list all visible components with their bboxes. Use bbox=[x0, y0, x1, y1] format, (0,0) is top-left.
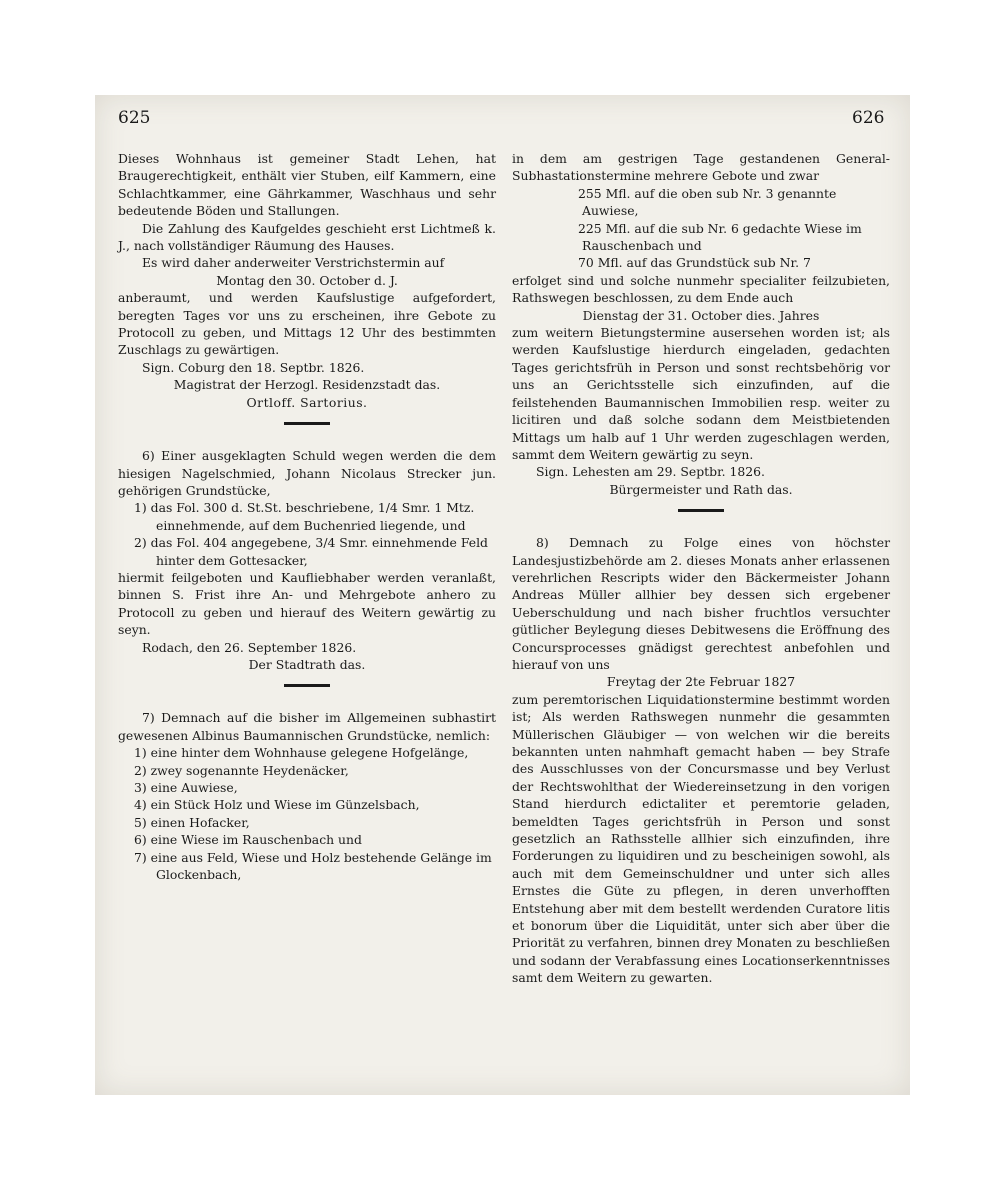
list-item: 70 Mfl. auf das Grundstück sub Nr. 7 bbox=[578, 255, 811, 271]
date-line: Montag den 30. October d. J. bbox=[216, 272, 398, 288]
paragraph-auction-call: Es wird daher anderweiter Verstrichstermin auf bbox=[142, 255, 445, 271]
section-6-body: hiermit feilgeboten und Kaufliebhaber werden veranlaßt, binnen S. Frist ihre An- und Mehrgebote anhero zu Protocoll zu geben und hierauf des Weitern gewärtig zu seyn. bbox=[118, 569, 496, 638]
list-item: 6) eine Wiese im Rauschenbach und bbox=[134, 832, 362, 848]
paragraph-resolution: erfolget sind und solche nunmehr specialiter feilzubieten, Rathswegen beschlossen, zu dem Ende auch bbox=[512, 272, 890, 306]
page-number-right: 626 bbox=[852, 108, 885, 128]
list-item: 7) eine aus Feld, Wiese und Holz bestehende Gelänge im Glockenbach, bbox=[134, 849, 492, 883]
signature-place-date: Sign. Lehesten am 29. Septbr. 1826. bbox=[536, 464, 765, 480]
section-7-intro: 7) Demnach auf die bisher im Allgemeinen subhastirt gewesenen Albinus Baumannischen Grundstücke, nemlich: bbox=[118, 710, 496, 743]
list-item: 3) eine Auwiese, bbox=[134, 780, 238, 795]
signature-place-date: Rodach, den 26. September 1826. bbox=[142, 639, 357, 655]
paragraph-subhastation: in dem am gestrigen Tage gestandenen General-Subhastationstermine mehrere Gebote und zwar bbox=[512, 151, 890, 184]
section-6-list bbox=[118, 499, 496, 569]
bids-list bbox=[512, 185, 890, 272]
list-item: 5) einen Hofacker, bbox=[134, 814, 250, 830]
issuing-authority: Magistrat der Herzogl. Residenzstadt das. bbox=[173, 377, 441, 393]
list-item: 225 Mfl. auf die sub Nr. 6 gedachte Wiese im Rauschenbach und bbox=[578, 220, 862, 254]
list-item: 4) ein Stück Holz und Wiese im Günzelsbach, bbox=[134, 797, 420, 813]
list-item: 1) eine hinter dem Wohnhause gelegene Hofgelänge, bbox=[134, 745, 469, 761]
list-item: 2) zwey sogenannte Heydenäcker, bbox=[134, 762, 349, 778]
signatory-names: Ortloff. Sartorius. bbox=[246, 394, 368, 410]
list-item: 2) das Fol. 404 angegebene, 3/4 Smr. einnehmende Feld hinter dem Gottesacker, bbox=[134, 535, 488, 568]
section-7-list bbox=[118, 744, 496, 883]
section-divider bbox=[284, 422, 330, 425]
section-8-intro: 8) Demnach zu Folge eines von höchster Landesjustizbehörde am 2. dieses Monats anher erlassenen verehrlichen Rescripts wider den Bäckermeister Johann Andreas Müller allhier bey dessen sich ergebener Ueberschuldung und nach bisher fruchtlos versuchter gütlicher Beylegung dieses Debitwesens die Eröffnung des Concursprocesses gnädigst gerechtest anbefohlen und hierauf von uns bbox=[512, 535, 890, 672]
left-column bbox=[118, 150, 496, 883]
date-line: Dienstag der 31. October dies. Jahres bbox=[582, 307, 820, 323]
list-item: 1) das Fol. 300 d. St.St. beschriebene, 1/4 Smr. 1 Mtz. einnehmende, auf dem Buchenried liegende, und bbox=[134, 500, 475, 533]
issuing-authority: Der Stadtrath das. bbox=[248, 656, 366, 672]
section-divider bbox=[678, 509, 724, 512]
section-divider bbox=[284, 684, 330, 687]
right-column bbox=[512, 150, 890, 987]
page-number-left: 625 bbox=[118, 108, 151, 128]
paragraph-house-description: Dieses Wohnhaus ist gemeiner Stadt Lehen, hat Braugerechtigkeit, enthält vier Stuben, eilf Kammern, eine Schlachtkammer, eine Gährkammer, Waschhaus und sehr bedeutende Böden und Stallungen. bbox=[118, 151, 496, 219]
date-line: Freytag der 2te Februar 1827 bbox=[606, 674, 796, 690]
list-item: 255 Mfl. auf die oben sub Nr. 3 genannte Auwiese, bbox=[578, 185, 837, 219]
signature-place-date: Sign. Coburg den 18. Septbr. 1826. bbox=[142, 359, 365, 375]
paragraph-invitation: zum weitern Bietungstermine ausersehen worden ist; als werden Kaufslustige hierdurch eingeladen, gedachten Tages gerichtsfrüh in Person und sonst rechtsbehörig vor uns an Gerichtsstelle sich einzufinden, auf die feilstehenden Baumannischen Immobilien resp. weiter zu licitiren und daß solche sodann dem Meistbietenden Mittags um halb auf 1 Uhr werden zugeschlagen werden, sammt dem Weitern gewärtig zu seyn. bbox=[512, 325, 890, 462]
section-6-intro: 6) Einer ausgeklagten Schuld wegen werden die dem hiesigen Nagelschmied, Johann Nicolaus Strecker jun. gehörigen Grundstücke, bbox=[118, 448, 496, 498]
section-8-body: zum peremtorischen Liquidationstermine bestimmt worden ist; Als werden Rathswegen nunmehr die gesammten Müllerischen Gläubiger — von welchen wir die bereits bekannten unten nahmhaft gemacht haben — bey Strafe des Ausschlusses von der Concursmasse und bey Verlust der Rechtswohlthat der Wiedereinsetzung in den vorigen Stand hierdurch edictaliter et peremtorie geladen, bemeldten Tages gerichtsfrüh in Person und sonst gesetzlich an Rathsstelle allhier sich einzufinden, ihre Forderungen zu liquidiren und zu bescheinigen sowohl, als auch mit dem Gemeinschuldner und unter sich alles Ernstes die Güte zu pflegen, in deren unverhofften Entstehung aber mit dem bestellt werdenden Curatore litis et bonorum über die Liquidität, unter sich aber über die Priorität zu verfahren, binnen drey Monaten zu beschließen und sodann der Verabfassung eines Locationserkenntnisses samt dem Weitern zu gewarten. bbox=[512, 691, 890, 986]
paragraph-bidders: anberaumt, und werden Kaufslustige aufgefordert, beregten Tages vor uns zu erscheinen, ihre Gebote zu Protocoll zu geben, und Mittags 12 Uhr des bestimmten Zuschlags zu gewärtigen. bbox=[118, 290, 496, 358]
paragraph-payment: Die Zahlung des Kaufgeldes geschieht erst Lichtmeß k. J., nach vollständiger Räumung des Hauses. bbox=[118, 220, 496, 254]
issuing-authority: Bürgermeister und Rath das. bbox=[609, 481, 793, 497]
